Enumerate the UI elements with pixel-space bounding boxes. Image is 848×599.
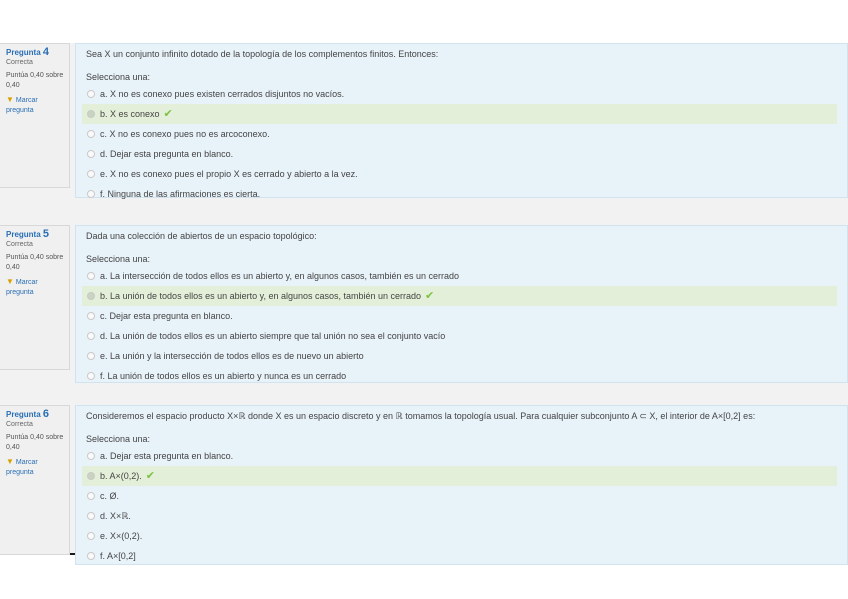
radio-button[interactable]	[87, 312, 95, 320]
flag-question-link[interactable]	[6, 95, 65, 116]
radio-button[interactable]	[87, 332, 95, 340]
question-info	[0, 43, 70, 188]
question-text: Consideremos el espacio producto X×ℝ donde X es un espacio discreto y en ℝ tomamos la topología usual. Para cualquier subconjunto A ⊂ X, el interior de A×[0,2] es:	[86, 411, 756, 421]
answer-list	[86, 84, 837, 204]
answer-list	[86, 446, 837, 566]
answer-option-c[interactable]	[82, 124, 837, 144]
question-content	[75, 43, 848, 198]
question-number	[6, 229, 65, 240]
radio-button[interactable]	[87, 130, 95, 138]
radio-button[interactable]	[87, 552, 95, 560]
answer-label: a. X no es conexo pues existen cerrados disjuntos no vacíos.	[100, 89, 345, 99]
answer-option-a[interactable]	[82, 84, 837, 104]
answer-option-e[interactable]	[82, 164, 837, 184]
answer-label: d. X×ℝ.	[100, 511, 131, 521]
question-text: Sea X un conjunto infinito dotado de la topología de los complementos finitos. Entonces:	[86, 49, 439, 59]
flag-label[interactable]: Marcar pregunta	[6, 279, 38, 296]
answer-label: e. La unión y la intersección de todos ellos es de nuevo un abierto	[100, 351, 364, 361]
radio-button[interactable]	[87, 170, 95, 178]
radio-button[interactable]	[87, 352, 95, 360]
answer-option-c[interactable]	[82, 486, 837, 506]
question-number-value: 4	[42, 46, 50, 58]
flag-question-link[interactable]	[6, 277, 65, 298]
answer-option-a[interactable]	[82, 266, 837, 286]
answer-option-b[interactable]	[82, 466, 837, 486]
question-label: Pregunta	[6, 48, 41, 57]
question-label: Pregunta	[6, 410, 41, 419]
question-grade: Puntúa 0,40 sobre 0,40	[6, 434, 64, 451]
radio-button[interactable]	[87, 272, 95, 280]
question-state: Correcta	[6, 421, 33, 428]
answer-label: a. Dejar esta pregunta en blanco.	[100, 451, 234, 461]
answer-option-d[interactable]	[82, 144, 837, 164]
answer-option-e[interactable]	[82, 526, 837, 546]
checkmark-icon: ✔	[145, 470, 155, 482]
radio-button[interactable]	[87, 532, 95, 540]
answer-label: e. X×(0,2).	[100, 531, 143, 541]
question-grade: Puntúa 0,40 sobre 0,40	[6, 254, 64, 271]
question-number-value: 6	[42, 408, 50, 420]
answer-label: c. Dejar esta pregunta en blanco.	[100, 311, 233, 321]
answer-prompt: Selecciona una:	[86, 254, 151, 264]
radio-button[interactable]	[87, 512, 95, 520]
radio-button[interactable]	[87, 452, 95, 460]
answer-label: a. La intersección de todos ellos es un abierto y, en algunos casos, también es un cerrado	[100, 271, 460, 281]
answer-option-d[interactable]	[82, 326, 837, 346]
radio-button[interactable]	[87, 90, 95, 98]
answer-label: c. X no es conexo pues no es arcoconexo.	[100, 129, 270, 139]
answer-label: d. Dejar esta pregunta en blanco.	[100, 149, 234, 159]
quiz-review-viewport	[0, 43, 848, 561]
flag-label[interactable]: Marcar pregunta	[6, 459, 38, 476]
checkmark-icon: ✔	[163, 108, 173, 120]
flag-icon[interactable]: ▼	[6, 457, 14, 466]
answer-option-c[interactable]	[82, 306, 837, 326]
answer-option-d[interactable]	[82, 506, 837, 526]
answer-option-f[interactable]	[82, 366, 837, 386]
question-number-value: 5	[42, 228, 50, 240]
answer-label: f. A×[0,2]	[100, 551, 136, 561]
radio-button[interactable]	[87, 110, 95, 118]
answer-option-f[interactable]	[82, 546, 837, 566]
checkmark-icon: ✔	[425, 290, 435, 302]
radio-button[interactable]	[87, 472, 95, 480]
answer-prompt: Selecciona una:	[86, 72, 151, 82]
question-label: Pregunta	[6, 230, 41, 239]
question-grade: Puntúa 0,40 sobre 0,40	[6, 72, 64, 89]
answer-label: e. X no es conexo pues el propio X es cerrado y abierto a la vez.	[100, 169, 358, 179]
answer-label: b. A×(0,2).	[100, 471, 142, 481]
question-state: Correcta	[6, 59, 33, 66]
radio-button[interactable]	[87, 150, 95, 158]
answer-label: b. La unión de todos ellos es un abierto y, en algunos casos, también un cerrado	[100, 291, 422, 301]
radio-button[interactable]	[87, 292, 95, 300]
answer-label: f. La unión de todos ellos es un abierto y nunca es un cerrado	[100, 371, 347, 381]
answer-prompt: Selecciona una:	[86, 434, 151, 444]
question-text: Dada una colección de abiertos de un espacio topológico:	[86, 231, 317, 241]
flag-icon[interactable]: ▼	[6, 277, 14, 286]
radio-button[interactable]	[87, 372, 95, 380]
radio-button[interactable]	[87, 492, 95, 500]
answer-option-f[interactable]	[82, 184, 837, 204]
question-content	[75, 405, 848, 565]
flag-icon[interactable]: ▼	[6, 95, 14, 104]
answer-label: d. La unión de todos ellos es un abierto siempre que tal unión no sea el conjunto vacío	[100, 331, 446, 341]
answer-label: c. Ø.	[100, 491, 120, 501]
question-content	[75, 225, 848, 383]
answer-option-b[interactable]	[82, 104, 837, 124]
question-info	[0, 405, 70, 555]
question-number	[6, 409, 65, 420]
flag-label[interactable]: Marcar pregunta	[6, 97, 38, 114]
question-number	[6, 47, 65, 58]
answer-option-e[interactable]	[82, 346, 837, 366]
flag-question-link[interactable]	[6, 457, 65, 478]
answer-label: f. Ninguna de las afirmaciones es cierta.	[100, 189, 261, 199]
answer-list	[86, 266, 837, 386]
answer-label: b. X es conexo	[100, 109, 160, 119]
question-info	[0, 225, 70, 370]
radio-button[interactable]	[87, 190, 95, 198]
answer-option-a[interactable]	[82, 446, 837, 466]
question-state: Correcta	[6, 241, 33, 248]
answer-option-b[interactable]	[82, 286, 837, 306]
